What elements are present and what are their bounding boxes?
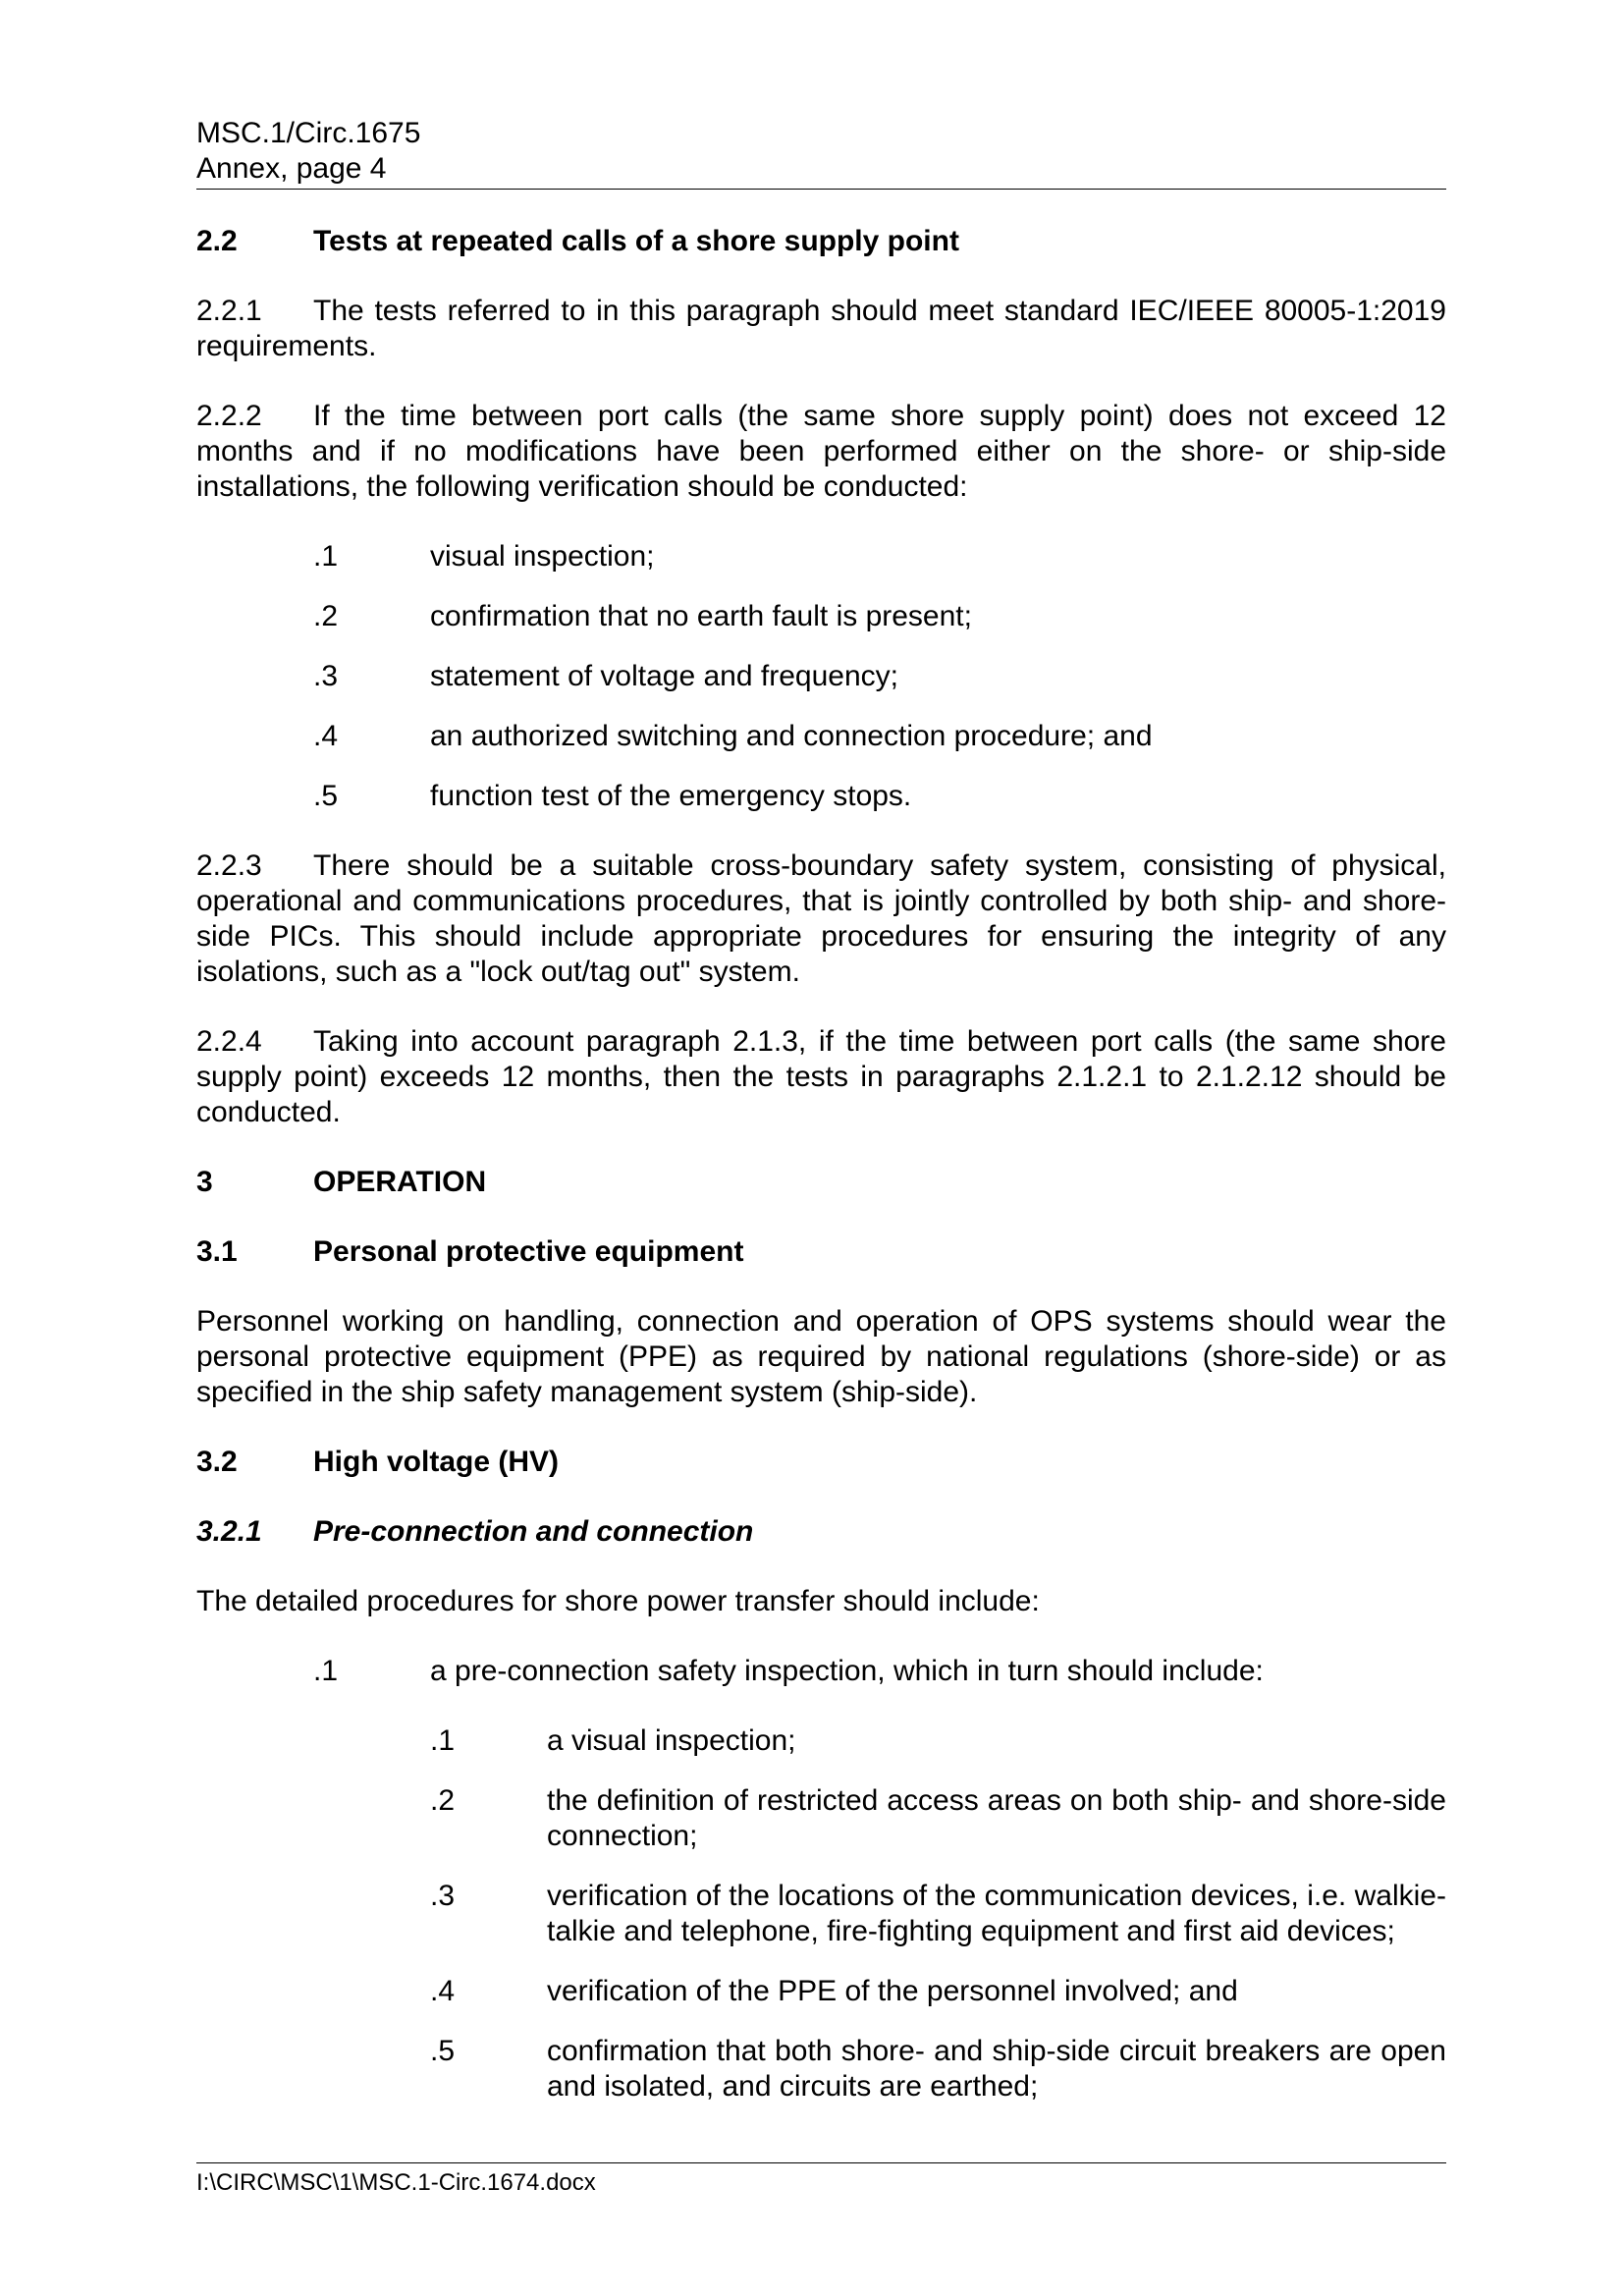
list-marker: .3 — [430, 1880, 456, 1912]
list-marker: .5 — [430, 2035, 456, 2067]
paragraph-2-2-4 — [196, 1024, 1446, 1130]
list-item — [196, 659, 1446, 694]
paragraph-3-2-1: The detailed procedures for shore power transfer should include: — [196, 1585, 1040, 1617]
sub-list-item — [196, 1879, 1446, 1949]
list-marker: .5 — [313, 780, 339, 812]
page-header — [196, 116, 420, 187]
procedure-list — [196, 1654, 1446, 2105]
paragraph-2-2-3 — [196, 848, 1446, 990]
paragraph-text: There should be a suitable cross-boundary safety system, consisting of physical, operational and communications procedures, that is jointly controlled by both ship- and shore-side PICs. This should include appropriate procedures for ensuring the integrity of any isolations, such as a "lock out/tag out" system. — [196, 849, 1446, 988]
list-item — [196, 779, 1446, 814]
section-number: 3.2 — [196, 1446, 238, 1478]
list-item — [196, 1654, 1446, 1689]
list-text: statement of voltage and frequency; — [430, 660, 898, 692]
header-divider — [196, 189, 1446, 190]
paragraph-number: 2.2.1 — [196, 295, 262, 327]
list-marker: .3 — [313, 660, 339, 692]
page-reference: Annex, page 4 — [196, 152, 387, 185]
document-body — [196, 224, 1446, 2105]
section-number: 3.1 — [196, 1235, 238, 1268]
footer-file-path: I:\CIRC\MSC\1\MSC.1-Circ.1674.docx — [196, 2169, 596, 2196]
list-text: verification of the locations of the communication devices, i.e. walkie-talkie and telephone, fire-fighting equipment and first aid devices; — [547, 1880, 1446, 1947]
section-number: 3.2.1 — [196, 1515, 262, 1548]
sub-list-item — [196, 1974, 1446, 2009]
list-text: a visual inspection; — [547, 1724, 796, 1757]
list-item — [196, 539, 1446, 574]
list-text: an authorized switching and connection procedure; and — [430, 720, 1153, 752]
footer-divider — [196, 2162, 1446, 2163]
section-number: 2.2 — [196, 225, 238, 257]
paragraph-text: The tests referred to in this paragraph should meet standard IEC/IEEE 80005-1:2019 requirements. — [196, 295, 1446, 362]
section-heading-2-2 — [196, 224, 1446, 259]
section-title: OPERATION — [313, 1166, 487, 1198]
list-text: function test of the emergency stops. — [430, 780, 912, 812]
paragraph-number: 2.2.2 — [196, 400, 262, 432]
section-heading-3-1 — [196, 1234, 1446, 1270]
list-text: confirmation that both shore- and ship-side circuit breakers are open and isolated, and circuits are earthed; — [547, 2035, 1446, 2103]
list-text: confirmation that no earth fault is present; — [430, 600, 972, 632]
list-marker: .4 — [430, 1975, 456, 2007]
list-text: visual inspection; — [430, 540, 655, 573]
sub-list-item — [196, 1723, 1446, 1759]
section-title: Pre-connection and connection — [313, 1515, 754, 1548]
paragraph-text: Taking into account paragraph 2.1.3, if the time between port calls (the same shore supply point) exceeds 12 months, then the tests in paragraphs 2.1.2.1 to 2.1.2.12 should be conducted. — [196, 1025, 1446, 1128]
section-heading-3-2 — [196, 1445, 1446, 1480]
list-item — [196, 719, 1446, 754]
document-reference: MSC.1/Circ.1675 — [196, 117, 421, 149]
list-text: the definition of restricted access areas on both ship- and shore-side connection; — [547, 1784, 1446, 1852]
paragraph-text: If the time between port calls (the same shore supply point) does not exceed 12 months and if no modifications have been performed either on the shore- or ship-side installations, the following verification should be conducted: — [196, 400, 1446, 503]
section-heading-3 — [196, 1165, 1446, 1200]
sub-list — [196, 1723, 1446, 2105]
paragraph-number: 2.2.3 — [196, 849, 262, 882]
sub-list-item — [196, 1783, 1446, 1854]
paragraph-3-1: Personnel working on handling, connection and operation of OPS systems should wear the personal protective equipment (PPE) as required by national regulations (shore-side) or as specified in the ship safety management system (ship-side). — [196, 1305, 1446, 1408]
paragraph-2-2-1 — [196, 294, 1446, 364]
list-text: verification of the PPE of the personnel involved; and — [547, 1975, 1238, 2007]
sub-list-item — [196, 2034, 1446, 2105]
section-number: 3 — [196, 1166, 213, 1198]
section-title: Tests at repeated calls of a shore supply point — [313, 225, 959, 257]
list-marker: .1 — [313, 1655, 339, 1687]
list-marker: .2 — [430, 1784, 456, 1817]
list-marker: .2 — [313, 600, 339, 632]
list-marker: .1 — [313, 540, 339, 573]
list-item — [196, 599, 1446, 634]
list-marker: .4 — [313, 720, 339, 752]
paragraph-2-2-2 — [196, 399, 1446, 505]
list-text: a pre-connection safety inspection, which in turn should include: — [430, 1655, 1264, 1687]
section-title: High voltage (HV) — [313, 1446, 560, 1478]
paragraph-number: 2.2.4 — [196, 1025, 262, 1058]
section-heading-3-2-1 — [196, 1514, 1446, 1550]
verification-list — [196, 539, 1446, 814]
list-marker: .1 — [430, 1724, 456, 1757]
section-title: Personal protective equipment — [313, 1235, 744, 1268]
